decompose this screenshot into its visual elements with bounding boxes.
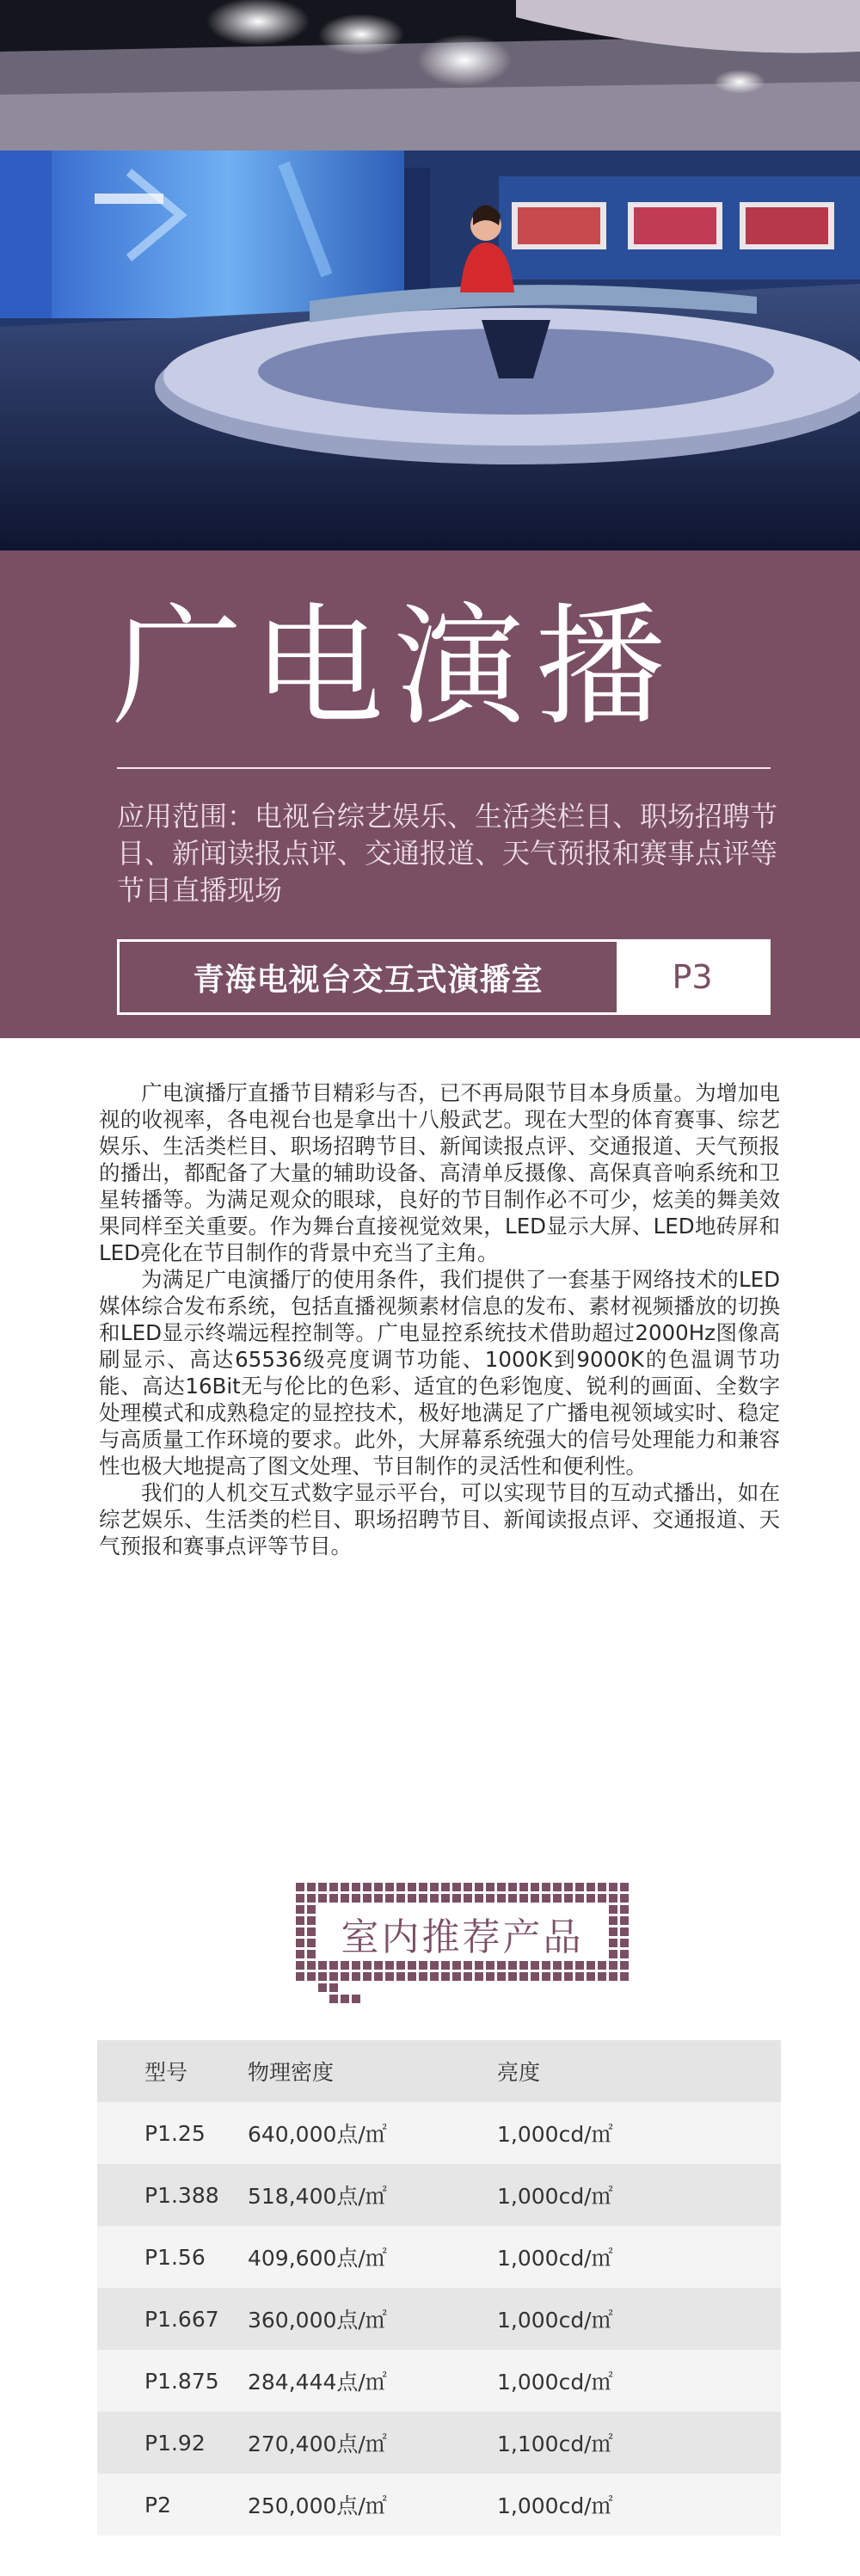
photo-caption: 青海电视台交互式演播室 [193, 962, 544, 998]
cell-density: 518,400点/㎡ [248, 2164, 497, 2226]
pixel-dot [329, 1995, 338, 2003]
page-title: 广电演播 [112, 591, 676, 743]
cell-brightness: 1,000cd/㎡ [497, 2350, 781, 2412]
table-header-row [97, 2040, 781, 2102]
photo-caption-box [117, 939, 771, 1015]
cell-density: 270,400点/㎡ [248, 2412, 497, 2474]
products-heading: 室内推荐产品 [341, 1915, 584, 1959]
cell-brightness: 1,000cd/㎡ [497, 2102, 781, 2164]
column-header-density: 物理密度 [248, 2040, 497, 2102]
cell-brightness: 1,000cd/㎡ [497, 2226, 781, 2288]
cell-brightness: 1,000cd/㎡ [497, 2288, 781, 2350]
cell-brightness: 1,000cd/㎡ [497, 2474, 781, 2536]
pixel-dot [352, 1995, 360, 2003]
pixel-dot [341, 1995, 349, 2003]
product-spec-table [97, 2040, 781, 2536]
cell-model: P1.92 [97, 2412, 248, 2474]
cell-model: P1.875 [97, 2350, 248, 2412]
column-header-model: 型号 [97, 2040, 248, 2102]
cell-density: 640,000点/㎡ [248, 2102, 497, 2164]
pitch-badge: P3 [617, 942, 768, 1012]
table-row [97, 2350, 781, 2412]
cell-model: P1.56 [97, 2226, 248, 2288]
cell-density: 409,600点/㎡ [248, 2226, 497, 2288]
cell-brightness: 1,000cd/㎡ [497, 2164, 781, 2226]
article-paragraph: 我们的人机交互式数字显示平台，可以实现节目的互动式播出，如在综艺娱乐、生活类的栏目、职场招聘节目、新闻读报点评、交通报道、天气预报和赛事点评等节目。 [99, 1480, 780, 1559]
column-header-brightness: 亮度 [497, 2040, 781, 2102]
table-row [97, 2102, 781, 2164]
table-row [97, 2164, 781, 2226]
article-paragraph: 为满足广电演播厅的使用条件，我们提供了一套基于网络技术的LED媒体综合发布系统，包括直播视频素材信息的发布、素材视频播放的切换和LED显示终端远程控制等。广电显控系统技术借助超过2000Hz图像高刷显示、高达65536级亮度调节功能、1000K到9000K的色温调节功能、高达16Bit无与伦比的色彩、适宜的色彩饱度、锐利的画面、全数字处理模式和成熟稳定的显控技术，极好地满足了广播电视领域实时、稳定与高质量工作环境的要求。此外，大屏幕系统强大的信号处理能力和兼容性也极大地提高了图文处理、节目制作的灵活性和便利性。 [99, 1267, 780, 1479]
table-row [97, 2288, 781, 2350]
table-row [97, 2412, 781, 2474]
cell-brightness: 1,100cd/㎡ [497, 2412, 781, 2474]
title-divider [117, 767, 771, 769]
article-body [99, 1079, 780, 1559]
cell-density: 360,000点/㎡ [248, 2288, 497, 2350]
hero-photo [0, 0, 860, 550]
cell-model: P1.667 [97, 2288, 248, 2350]
table-row [97, 2474, 781, 2536]
cell-density: 284,444点/㎡ [248, 2350, 497, 2412]
cell-density: 250,000点/㎡ [248, 2474, 497, 2536]
article-paragraph: 广电演播厅直播节目精彩与否，已不再局限节目本身质量。为增加电视的收视率，各电视台也是拿出十八般武艺。现在大型的体育赛事、综艺娱乐、生活类栏目、职场招聘节目、新闻读报点评、交通报道、天气预报的播出，都配备了大量的辅助设备、高清单反摄像、高保真音响系统和卫星转播等。为满足观众的眼球，良好的节目制作必不可少，炫美的舞美效果同样至关重要。作为舞台直接视觉效果，LED显示大屏、LED地砖屏和LED亮化在节目制作的背景中充当了主角。 [99, 1080, 780, 1265]
products-heading-frame [292, 1881, 632, 2017]
cell-model: P1.388 [97, 2164, 248, 2226]
cell-model: P2 [97, 2474, 248, 2536]
studio-illustration [0, 0, 860, 550]
cell-model: P1.25 [97, 2102, 248, 2164]
table-row [97, 2226, 781, 2288]
application-scope: 应用范围：电视台综艺娱乐、生活类栏目、职场招聘节目、新闻读报点评、交通报道、天气预报和赛事点评等节目直播现场 [117, 800, 778, 907]
